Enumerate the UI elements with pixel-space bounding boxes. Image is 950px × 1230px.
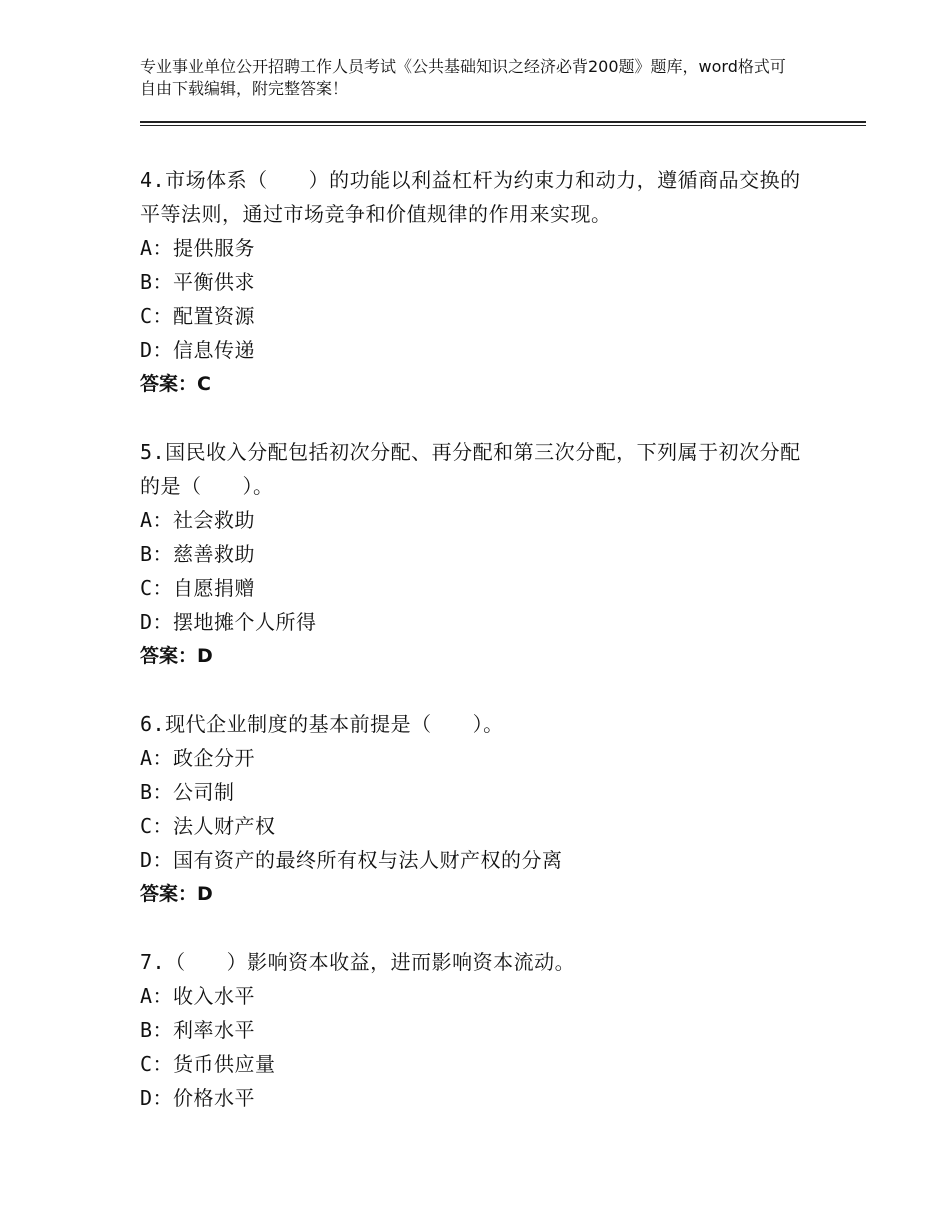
option-text: 提供服务 bbox=[173, 236, 256, 260]
option-b bbox=[140, 1013, 820, 1047]
question-7 bbox=[140, 945, 820, 1115]
option-a bbox=[140, 231, 820, 265]
option-text: 公司制 bbox=[173, 780, 235, 804]
option-letter: A： bbox=[140, 508, 174, 532]
question-stem: 7.（ ）影响资本收益，进而影响资本流动。 bbox=[140, 950, 576, 974]
header-rule-thick bbox=[140, 121, 866, 123]
option-text: 收入水平 bbox=[173, 984, 256, 1008]
option-text: 价格水平 bbox=[173, 1086, 256, 1110]
answer-line: 答案：D bbox=[140, 645, 213, 667]
question-list bbox=[140, 163, 820, 1149]
question-stem: 6.现代企业制度的基本前提是（ ）。 bbox=[140, 712, 504, 736]
option-text: 平衡供求 bbox=[173, 270, 256, 294]
option-a bbox=[140, 979, 820, 1013]
option-text: 自愿捐赠 bbox=[173, 576, 256, 600]
document-header: 专业事业单位公开招聘工作人员考试《公共基础知识之经济必背200题》题库，word格式可自由下载编辑，附完整答案！ bbox=[140, 57, 786, 98]
answer-line: 答案：D bbox=[140, 883, 213, 905]
option-a bbox=[140, 741, 820, 775]
option-text: 摆地摊个人所得 bbox=[173, 610, 317, 634]
option-letter: A： bbox=[140, 984, 174, 1008]
option-text: 慈善救助 bbox=[173, 542, 256, 566]
option-letter: B： bbox=[140, 780, 174, 804]
option-d bbox=[140, 605, 820, 639]
option-letter: C： bbox=[140, 304, 174, 328]
question-stem: 5.国民收入分配包括初次分配、再分配和第三次分配，下列属于初次分配的是（ ）。 bbox=[140, 440, 801, 498]
option-d bbox=[140, 1081, 820, 1115]
option-letter: D： bbox=[140, 848, 174, 872]
option-letter: D： bbox=[140, 338, 174, 362]
option-text: 社会救助 bbox=[173, 508, 256, 532]
option-letter: C： bbox=[140, 1052, 174, 1076]
question-5 bbox=[140, 435, 820, 673]
option-text: 信息传递 bbox=[173, 338, 256, 362]
option-text: 法人财产权 bbox=[173, 814, 276, 838]
option-d bbox=[140, 843, 820, 877]
option-c bbox=[140, 809, 820, 843]
answer-line: 答案：C bbox=[140, 373, 211, 395]
header-rule-thin bbox=[140, 125, 866, 126]
option-letter: B： bbox=[140, 1018, 174, 1042]
option-a bbox=[140, 503, 820, 537]
option-c bbox=[140, 1047, 820, 1081]
option-text: 国有资产的最终所有权与法人财产权的分离 bbox=[173, 848, 563, 872]
option-letter: B： bbox=[140, 270, 174, 294]
question-stem: 4.市场体系（ ）的功能以利益杠杆为约束力和动力，遵循商品交换的平等法则，通过市场竞争和价值规律的作用来实现。 bbox=[140, 168, 801, 226]
option-letter: A： bbox=[140, 236, 174, 260]
option-c bbox=[140, 299, 820, 333]
question-6 bbox=[140, 707, 820, 911]
option-text: 政企分开 bbox=[173, 746, 256, 770]
option-b bbox=[140, 537, 820, 571]
option-c bbox=[140, 571, 820, 605]
option-letter: A： bbox=[140, 746, 174, 770]
option-text: 利率水平 bbox=[173, 1018, 256, 1042]
option-letter: D： bbox=[140, 1086, 174, 1110]
option-letter: D： bbox=[140, 610, 174, 634]
option-text: 配置资源 bbox=[173, 304, 256, 328]
option-letter: C： bbox=[140, 576, 174, 600]
question-4 bbox=[140, 163, 820, 401]
option-letter: C： bbox=[140, 814, 174, 838]
option-text: 货币供应量 bbox=[173, 1052, 276, 1076]
option-b bbox=[140, 775, 820, 809]
option-d bbox=[140, 333, 820, 367]
option-letter: B： bbox=[140, 542, 174, 566]
option-b bbox=[140, 265, 820, 299]
